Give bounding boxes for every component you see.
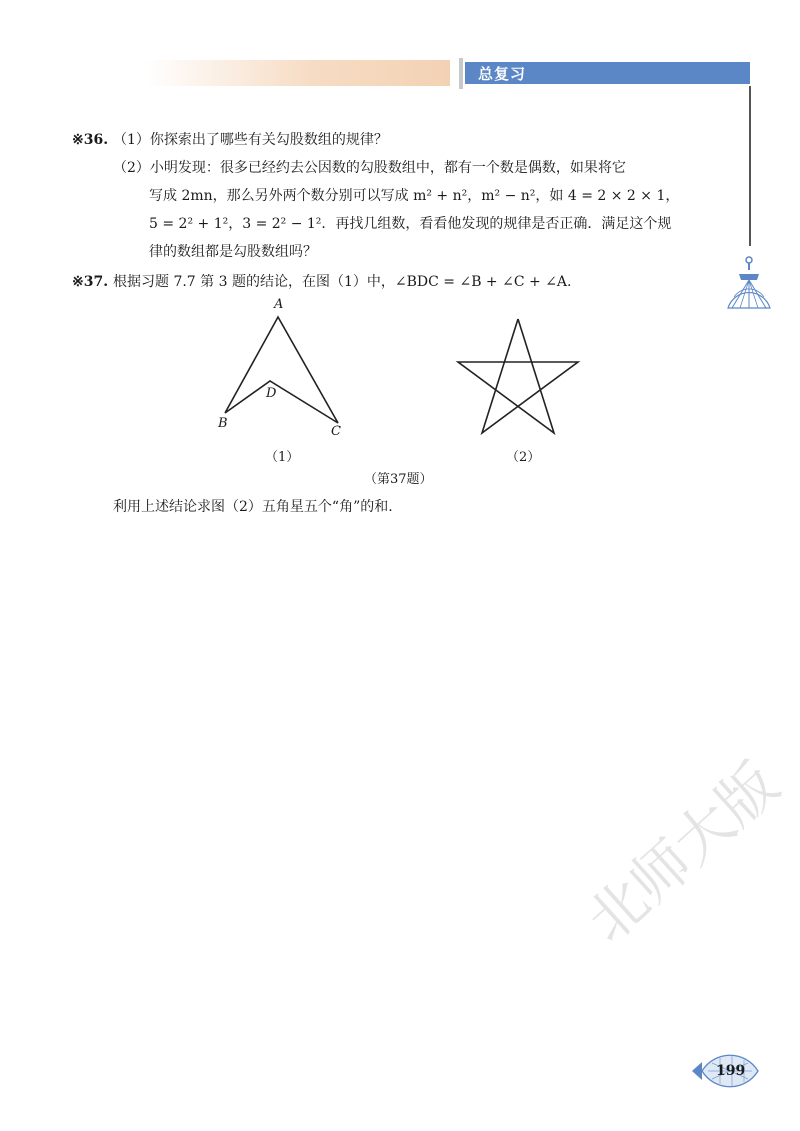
figure-2-caption: （2） [506, 450, 541, 465]
page-number: 199 [716, 1063, 746, 1079]
question-36-part2-line4: 律的数组都是勾股数组吗？ [149, 244, 317, 260]
label-D: D [266, 386, 277, 401]
watermark: 北师大版 [573, 749, 792, 956]
label-A: A [274, 297, 284, 312]
question-36-number: ※36. [72, 132, 109, 148]
question-37-number: ※37. [72, 274, 109, 290]
section-title: 总复习 [478, 65, 527, 83]
question-36-part2-line3: 5 = 2² + 1²，3 = 2² − 1²．再找几组数，看看他发现的规律是否正确．满足这个规 [149, 216, 672, 232]
question-37-text: 根据习题 7.7 第 3 题的结论，在图（1）中，∠BDC = ∠B + ∠C + ∠A. [113, 274, 572, 290]
label-B: B [218, 416, 228, 431]
header-separator [459, 58, 463, 89]
question-37-followup: 利用上述结论求图（2）五角星五个“角”的和. [113, 499, 393, 515]
figure-1-caption: （1） [265, 450, 300, 465]
question-36-part2-line1: （2）小明发现：很多已经约去公因数的勾股数组中，都有一个数是偶数，如果将它 [113, 160, 626, 176]
figure-caption: （第37题） [364, 472, 433, 487]
compass-icon [724, 252, 774, 312]
side-rule [749, 86, 751, 246]
question-36-part2-line2: 写成 2mn，那么另外两个数分别可以写成 m² + n²，m² − n²，如 4 = 2 × 2 × 1， [149, 188, 680, 204]
question-36-part1: （1）你探索出了哪些有关勾股数组的规律？ [113, 132, 388, 148]
figure-2-pentagram [450, 312, 590, 442]
header-decoration [145, 60, 450, 86]
label-C: C [331, 424, 341, 439]
